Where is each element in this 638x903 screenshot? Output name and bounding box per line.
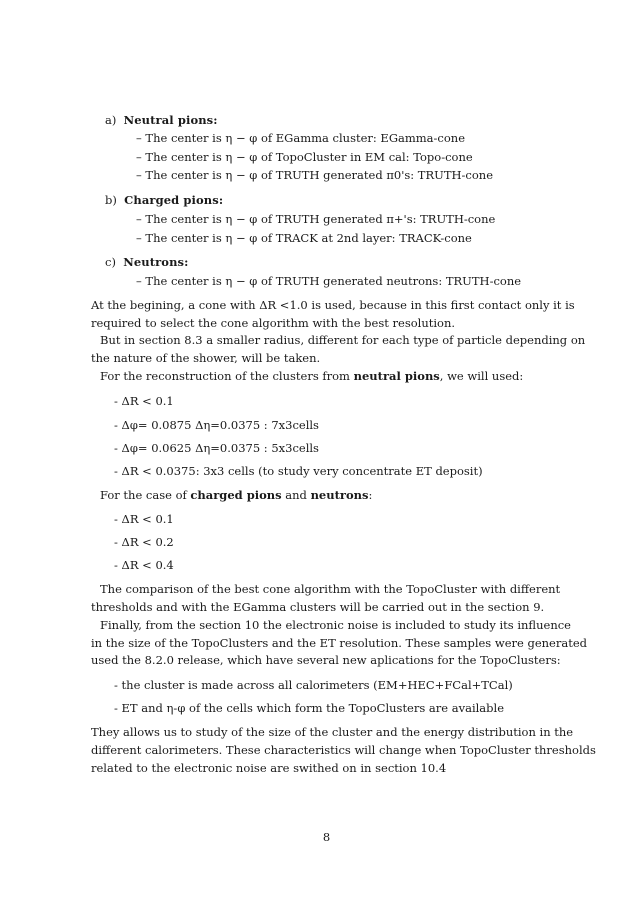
paragraph-line: in the size of the TopoClusters and the ET resolution. These samples were generated xyxy=(91,636,587,650)
section-c-heading xyxy=(105,254,188,271)
list-item: - Δφ= 0.0625 Δη=0.0375 : 5x3cells xyxy=(114,441,319,455)
list-item: - ΔR < 0.2 xyxy=(114,535,174,549)
list-item: – The center is η − φ of EGamma cluster: EGamma-cone xyxy=(136,131,465,145)
paragraph-line: required to select the cone algorithm with the best resolution. xyxy=(91,316,456,330)
text-span: For the reconstruction of the clusters from xyxy=(100,369,354,383)
paragraph-line: related to the electronic noise are swithed on in section 10.4 xyxy=(91,761,447,775)
list-item: - ΔR < 0.1 xyxy=(114,394,174,408)
paragraph-line: But in section 8.3 a smaller radius, different for each type of particle depending on xyxy=(100,333,586,347)
text-span: , we will used: xyxy=(439,369,524,383)
text-span: : xyxy=(368,488,373,502)
list-item: - the cluster is made across all calorimeters (EM+HEC+FCal+TCal) xyxy=(114,678,513,692)
list-item: – The center is η − φ of TopoCluster in EM cal: Topo-cone xyxy=(136,150,473,164)
section-a-heading xyxy=(105,112,218,129)
paragraph-line xyxy=(100,368,523,385)
text-span: and xyxy=(281,488,311,502)
list-item: – The center is η − φ of TRUTH generated π0's: TRUTH-cone xyxy=(136,168,493,182)
paragraph-line: Finally, from the section 10 the electronic noise is included to study its influence xyxy=(100,618,571,632)
list-item: - ΔR < 0.0375: 3x3 cells (to study very concentrate ET deposit) xyxy=(114,464,483,478)
list-item: – The center is η − φ of TRUTH generated neutrons: TRUTH-cone xyxy=(136,274,522,288)
page-number: 8 xyxy=(322,830,331,844)
list-item: – The center is η − φ of TRACK at 2nd layer: TRACK-cone xyxy=(136,231,472,245)
bold-span: neutral pions xyxy=(353,369,440,383)
paragraph-line: The comparison of the best cone algorithm with the TopoCluster with different xyxy=(100,582,561,596)
paragraph-line: thresholds and with the EGamma clusters will be carried out in the section 9. xyxy=(91,600,545,614)
text-span: For the case of xyxy=(100,488,191,502)
list-item: - ET and η-φ of the cells which form the TopoClusters are available xyxy=(114,701,505,715)
paragraph-line xyxy=(100,487,372,504)
section-b-title: Charged pions: xyxy=(124,193,224,207)
section-b-heading xyxy=(105,192,223,209)
section-c-marker: c) xyxy=(105,255,116,269)
paragraph-line: different calorimeters. These characteristics will change when TopoCluster thresholds xyxy=(91,743,596,757)
section-a-marker: a) xyxy=(105,113,117,127)
list-item: – The center is η − φ of TRUTH generated π+'s: TRUTH-cone xyxy=(136,212,496,226)
paragraph-line: used the 8.2.0 release, which have several new aplications for the TopoClusters: xyxy=(91,653,561,667)
document-page xyxy=(91,0,596,903)
bold-span: charged pions xyxy=(190,488,282,502)
section-b-marker: b) xyxy=(105,193,117,207)
paragraph-line: the nature of the shower, will be taken. xyxy=(91,351,321,365)
section-a-title: Neutral pions: xyxy=(123,113,218,127)
list-item: - ΔR < 0.1 xyxy=(114,512,174,526)
paragraph-line: They allows us to study of the size of the cluster and the energy distribution in the xyxy=(91,725,574,739)
list-item: - Δφ= 0.0875 Δη=0.0375 : 7x3cells xyxy=(114,418,319,432)
bold-span: neutrons xyxy=(310,488,369,502)
list-item: - ΔR < 0.4 xyxy=(114,558,174,572)
section-c-title: Neutrons: xyxy=(123,255,189,269)
paragraph-line: At the begining, a cone with ΔR <1.0 is used, because in this first contact only it is xyxy=(91,298,575,312)
